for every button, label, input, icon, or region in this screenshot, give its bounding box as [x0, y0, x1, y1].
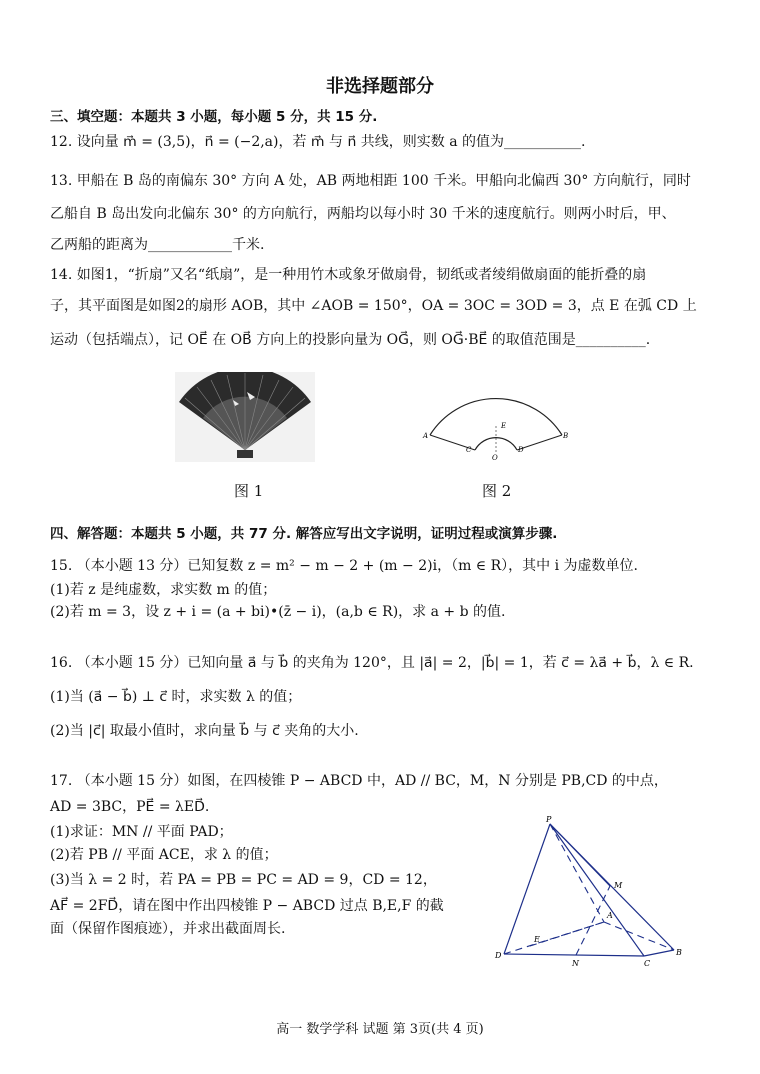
- question-12: 12. 设向量 m⃗ = (3,5)，n⃗ = (−2,a)，若 m⃗ 与 n⃗ 共线，则实数 a 的值为___________.: [50, 134, 586, 150]
- pyramid-diagram: [492, 814, 692, 974]
- sector-diagram: [420, 378, 572, 470]
- question-17-line-5: (3)当 λ = 2 时，若 PA = PB = PC = AD = 9，CD = 12，: [50, 872, 437, 888]
- question-17-line-7: 面（保留作图痕迹），并求出截面周长.: [50, 921, 286, 937]
- label-E: E: [534, 935, 540, 944]
- question-17-line-3: (1)求证：MN // 平面 PAD；: [50, 824, 233, 840]
- question-14-line-1: 14. 如图1，“折扇”又名“纸扇”，是一种用竹木或象牙做扇骨，韧纸或者绫绢做扇面的能折叠的扇: [50, 267, 647, 283]
- section-fill-in-header: 三、填空题：本题共 3 小题，每小题 5 分，共 15 分.: [50, 109, 378, 125]
- question-14-line-2: 子，其平面图是如图2的扇形 AOB，其中 ∠AOB = 150°，OA = 3OC = 3OD = 3，点 E 在弧 CD 上: [50, 298, 697, 314]
- label-D: D: [518, 446, 524, 454]
- question-17-line-1: 17. （本小题 15 分）如图，在四棱锥 P − ABCD 中，AD // BC，M，N 分别是 PB,CD 的中点，: [50, 773, 668, 789]
- label-C: C: [644, 959, 651, 968]
- question-17-line-6: AF⃗ = 2FD⃗，请在图中作出四棱锥 P − ABCD 过点 B,E,F 的截: [50, 898, 444, 914]
- label-O: O: [492, 454, 498, 462]
- question-16-line-2: (1)当 (a⃗ − b⃗) ⊥ c⃗ 时，求实数 λ 的值；: [50, 689, 302, 705]
- question-16-line-1: 16. （本小题 15 分）已知向量 a⃗ 与 b⃗ 的夹角为 120°，且 |a⃗| = 2，|b⃗| = 1，若 c⃗ = λa⃗ + b⃗，λ ∈ R.: [50, 655, 694, 671]
- figure-2-caption: 图 2: [482, 482, 512, 500]
- question-15-line-2: (1)若 z 是纯虚数，求实数 m 的值；: [50, 582, 277, 598]
- label-A: A: [423, 432, 429, 440]
- label-B: B: [676, 948, 682, 957]
- page-footer: 高一 数学学科 试题 第 3页(共 4 页): [276, 1022, 484, 1037]
- label-M: M: [614, 881, 623, 890]
- question-13-line-2: 乙船自 B 岛出发向北偏东 30° 的方向航行，两船均以每小时 30 千米的速度航行。则两小时后，甲、: [50, 206, 676, 222]
- label-C: C: [466, 446, 472, 454]
- question-15-line-3: (2)若 m = 3，设 z + i = (a + bi)•(z̄ − i)，(a,b ∈ R)，求 a + b 的值.: [50, 604, 506, 620]
- label-E: E: [501, 422, 507, 430]
- label-N: N: [572, 959, 579, 968]
- label-B: B: [563, 432, 569, 440]
- page-title: 非选择题部分: [326, 76, 434, 97]
- question-16-line-3: (2)当 |c⃗| 取最小值时，求向量 b⃗ 与 c⃗ 夹角的大小.: [50, 723, 359, 739]
- question-14-line-3: 运动（包括端点），记 OE⃗ 在 OB⃗ 方向上的投影向量为 OG⃗，则 OG⃗·BE⃗ 的取值范围是__________.: [50, 332, 651, 348]
- question-17-line-4: (2)若 PB // 平面 ACE，求 λ 的值；: [50, 847, 278, 863]
- fan-photo: [175, 372, 315, 462]
- section-answer-header: 四、解答题：本题共 5 小题，共 77 分. 解答应写出文字说明，证明过程或演算步骤.: [50, 526, 558, 542]
- figure-1-caption: 图 1: [234, 482, 264, 500]
- label-D: D: [495, 951, 502, 960]
- question-15-line-1: 15. （本小题 13 分）已知复数 z = m² − m − 2 + (m − 2)i，（m ∈ R），其中 i 为虚数单位.: [50, 558, 638, 574]
- label-A: A: [607, 911, 613, 920]
- question-13-line-1: 13. 甲船在 B 岛的南偏东 30° 方向 A 处，AB 两地相距 100 千米。甲船向北偏西 30° 方向航行，同时: [50, 173, 691, 189]
- question-13-line-3: 乙两船的距离为____________千米.: [50, 237, 265, 253]
- label-P: P: [546, 815, 552, 824]
- question-17-line-2: AD = 3BC，PE⃗ = λED⃗.: [50, 799, 210, 815]
